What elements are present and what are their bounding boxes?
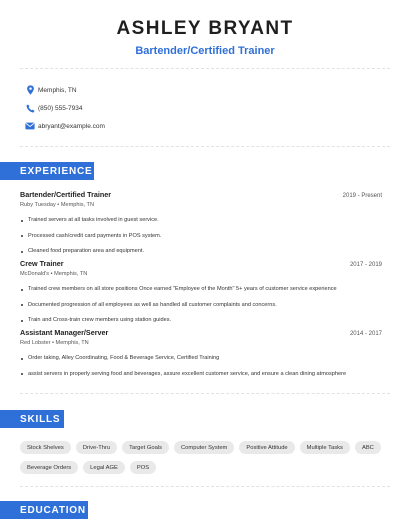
job-bullets: [20, 286, 382, 333]
job-title: Crew Trainer: [20, 259, 64, 268]
job-bullet: Order taking, Alley Coordinating, Food & Beverage Service, Certified Training: [20, 355, 382, 371]
candidate-title: Bartender/Certified Trainer: [135, 45, 275, 57]
skill-chip: Target Goals: [122, 441, 169, 454]
skill-chip: Multiple Tasks: [300, 441, 350, 454]
job-entry: [20, 328, 382, 386]
skill-chip: Computer System: [174, 441, 234, 454]
job-bullet: Documented progression of all employees as well as handled all customer complaints and concerns.: [20, 302, 382, 318]
phone-text: (850) 555-7934: [38, 104, 83, 112]
skill-chip: Beverage Orders: [20, 461, 78, 474]
skill-chip: Stock Shelves: [20, 441, 71, 454]
phone-icon: [22, 100, 38, 116]
experience-divider: [20, 393, 390, 394]
job-bullet: Cleaned food preparation area and equipment.: [20, 248, 382, 264]
job-dates: 2017 - 2019: [349, 262, 382, 268]
job-entry: [20, 259, 382, 333]
skill-chip: Legal AGE: [83, 461, 125, 474]
job-title: Bartender/Certified Trainer: [20, 190, 112, 199]
resume-header: [0, 18, 410, 57]
section-skills: SKILLS: [0, 410, 64, 428]
skill-chip: Positive Attitude: [239, 441, 294, 454]
job-title: Assistant Manager/Server: [20, 328, 109, 337]
job-entry: [20, 190, 382, 264]
job-dates: 2014 - 2017: [349, 331, 382, 337]
job-dates: 2019 - Present: [342, 193, 382, 199]
skills-divider: [20, 486, 390, 487]
contact-phone: [22, 99, 382, 117]
contact-divider: [20, 146, 390, 147]
job-company: Ruby Tuesday • Memphis, TN: [20, 202, 94, 208]
mail-icon: [22, 118, 38, 134]
map-pin-icon: [22, 82, 38, 98]
skill-chip: Drive-Thru: [76, 441, 117, 454]
skills-list: [20, 441, 390, 481]
job-bullet: Processed cash/credit card payments in POS system.: [20, 233, 382, 249]
email-text: abryant@example.com: [38, 122, 105, 130]
contact-email: [22, 117, 382, 135]
job-bullets: [20, 217, 382, 264]
job-bullet: Trained crew members on all store positions Once earned "Employee of the Month" 5+ years of customer service experience: [20, 286, 382, 302]
skill-chip: POS: [130, 461, 156, 474]
job-company: McDonald's • Memphis, TN: [20, 271, 88, 277]
header-divider: [20, 68, 390, 69]
job-bullet: Train and Cross-train crew members using station guides.: [20, 317, 382, 333]
contact-location: [22, 81, 382, 99]
location-text: Memphis, TN: [38, 86, 77, 94]
candidate-name: ASHLEY BRYANT: [116, 18, 294, 39]
job-bullets: [20, 355, 382, 386]
section-education: EDUCATION: [0, 501, 88, 519]
job-company: Red Lobster • Memphis, TN: [20, 340, 89, 346]
section-experience: EXPERIENCE: [0, 162, 94, 180]
job-bullet: assist servers in properly serving food and beverages, assure excellent customer service, and ensure a clean dining atmosphere: [20, 371, 382, 387]
skill-chip: ABC: [355, 441, 381, 454]
contact-list: [22, 81, 382, 135]
job-bullet: Trained servers at all tasks involved in guest service.: [20, 217, 382, 233]
